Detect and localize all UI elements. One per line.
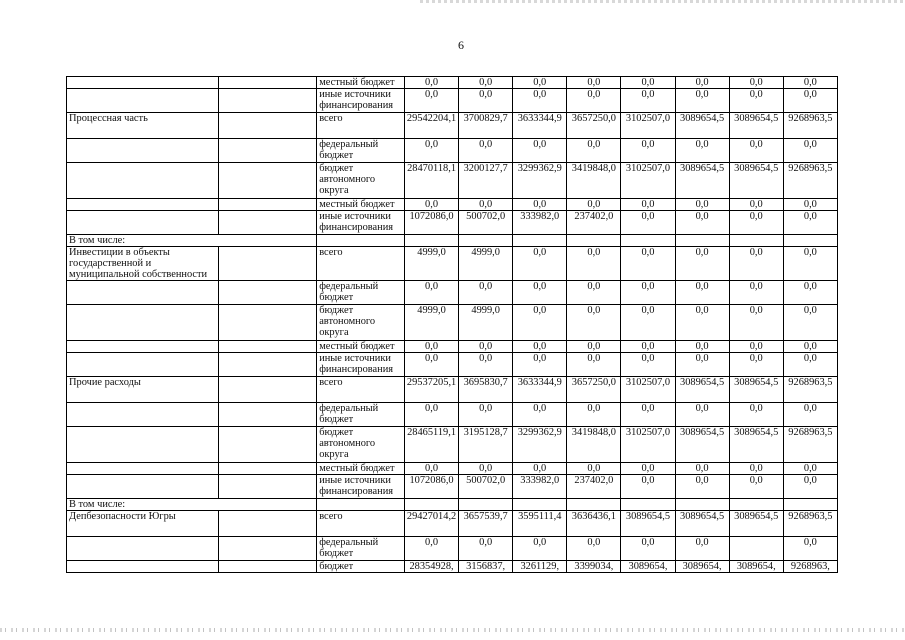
value-cell: 0,0 <box>567 341 621 353</box>
value-cell: 333982,0 <box>513 211 567 235</box>
empty-cell <box>219 235 317 247</box>
value-cell: 0,0 <box>783 353 837 377</box>
value-cell: 3419848,0 <box>567 163 621 199</box>
value-cell: 3089654,5 <box>675 427 729 463</box>
value-cell: 3633344,9 <box>513 113 567 139</box>
value-cell: 3102507,0 <box>621 163 675 199</box>
value-cell: 0,0 <box>459 537 513 561</box>
value-cell: 0,0 <box>783 77 837 89</box>
table-row <box>67 305 838 341</box>
value-cell: 0,0 <box>675 139 729 163</box>
value-cell: 9268963,5 <box>783 511 837 537</box>
row-name-cell <box>67 139 219 163</box>
value-cell: 237402,0 <box>567 211 621 235</box>
table-row <box>67 77 838 89</box>
value-cell: 0,0 <box>729 463 783 475</box>
value-cell: 0,0 <box>729 247 783 281</box>
value-cell: 3695830,7 <box>459 377 513 403</box>
value-cell: 0,0 <box>567 89 621 113</box>
value-cell: 0,0 <box>459 403 513 427</box>
table-row <box>67 377 838 403</box>
value-cell: 0,0 <box>513 463 567 475</box>
value-cell: 4999,0 <box>459 247 513 281</box>
empty-cell <box>219 377 317 403</box>
value-cell: 0,0 <box>405 403 459 427</box>
value-cell: 0,0 <box>567 305 621 341</box>
value-cell: 3089654, <box>621 561 675 573</box>
value-cell: 0,0 <box>459 353 513 377</box>
table-body <box>67 77 838 573</box>
row-name-cell <box>67 163 219 199</box>
value-cell: 9268963,5 <box>783 163 837 199</box>
table-row <box>67 463 838 475</box>
value-cell <box>405 499 459 511</box>
table-row <box>67 211 838 235</box>
value-cell: 0,0 <box>405 463 459 475</box>
value-cell <box>783 499 837 511</box>
row-name-cell <box>67 211 219 235</box>
value-cell: 0,0 <box>621 139 675 163</box>
value-cell <box>675 235 729 247</box>
table-row <box>67 499 838 511</box>
value-cell: 4999,0 <box>459 305 513 341</box>
empty-cell <box>219 199 317 211</box>
value-cell: 0,0 <box>621 537 675 561</box>
funding-source-cell: иные источники финансирования <box>317 89 405 113</box>
value-cell: 0,0 <box>729 475 783 499</box>
empty-cell <box>219 403 317 427</box>
value-cell: 3089654,5 <box>675 377 729 403</box>
value-cell: 3089654,5 <box>729 427 783 463</box>
funding-source-cell: местный бюджет <box>317 77 405 89</box>
table-row <box>67 247 838 281</box>
funding-source-cell: бюджет автономного округа <box>317 163 405 199</box>
empty-cell <box>219 247 317 281</box>
value-cell: 333982,0 <box>513 475 567 499</box>
value-cell: 0,0 <box>783 403 837 427</box>
funding-source-cell: местный бюджет <box>317 199 405 211</box>
value-cell: 0,0 <box>567 77 621 89</box>
value-cell: 0,0 <box>567 537 621 561</box>
funding-source-cell: федеральный бюджет <box>317 139 405 163</box>
value-cell: 0,0 <box>783 305 837 341</box>
value-cell: 0,0 <box>567 353 621 377</box>
row-name-cell: В том числе: <box>67 499 219 511</box>
value-cell: 29427014,2 <box>405 511 459 537</box>
table-row <box>67 475 838 499</box>
empty-cell <box>219 427 317 463</box>
value-cell: 0,0 <box>621 77 675 89</box>
value-cell: 9268963, <box>783 561 837 573</box>
funding-source-cell <box>317 235 405 247</box>
value-cell <box>405 235 459 247</box>
page-number: 6 <box>458 38 464 52</box>
row-name-cell <box>67 341 219 353</box>
table-row <box>67 427 838 463</box>
empty-cell <box>219 305 317 341</box>
row-name-cell: Процессная часть <box>67 113 219 139</box>
value-cell <box>513 499 567 511</box>
value-cell: 0,0 <box>783 89 837 113</box>
value-cell: 0,0 <box>783 139 837 163</box>
empty-cell <box>219 463 317 475</box>
value-cell: 0,0 <box>513 247 567 281</box>
value-cell: 3595111,4 <box>513 511 567 537</box>
value-cell: 0,0 <box>621 247 675 281</box>
value-cell: 0,0 <box>513 403 567 427</box>
value-cell: 0,0 <box>783 475 837 499</box>
value-cell: 9268963,5 <box>783 113 837 139</box>
value-cell: 0,0 <box>729 353 783 377</box>
value-cell: 3089654,5 <box>729 163 783 199</box>
value-cell: 0,0 <box>729 89 783 113</box>
value-cell: 3200127,7 <box>459 163 513 199</box>
funding-source-cell: иные источники финансирования <box>317 211 405 235</box>
value-cell: 0,0 <box>621 281 675 305</box>
value-cell: 0,0 <box>621 89 675 113</box>
value-cell: 3195128,7 <box>459 427 513 463</box>
row-name-cell <box>67 475 219 499</box>
funding-source-cell: всего <box>317 511 405 537</box>
value-cell: 29542204,1 <box>405 113 459 139</box>
row-name-cell <box>67 281 219 305</box>
value-cell <box>675 499 729 511</box>
value-cell: 500702,0 <box>459 475 513 499</box>
value-cell <box>513 235 567 247</box>
value-cell <box>729 537 783 561</box>
funding-source-cell: бюджет <box>317 561 405 573</box>
value-cell: 0,0 <box>459 139 513 163</box>
value-cell: 3089654,5 <box>729 511 783 537</box>
value-cell: 0,0 <box>783 281 837 305</box>
empty-cell <box>219 89 317 113</box>
value-cell: 0,0 <box>621 305 675 341</box>
value-cell: 0,0 <box>621 353 675 377</box>
value-cell: 0,0 <box>675 199 729 211</box>
value-cell: 3261129, <box>513 561 567 573</box>
row-name-cell: Депбезопасности Югры <box>67 511 219 537</box>
value-cell: 0,0 <box>675 403 729 427</box>
funding-source-cell: всего <box>317 377 405 403</box>
value-cell: 0,0 <box>729 403 783 427</box>
value-cell: 0,0 <box>675 341 729 353</box>
value-cell: 3102507,0 <box>621 377 675 403</box>
value-cell: 0,0 <box>675 475 729 499</box>
value-cell: 9268963,5 <box>783 377 837 403</box>
row-name-cell: В том числе: <box>67 235 219 247</box>
value-cell: 0,0 <box>405 537 459 561</box>
row-name-cell <box>67 463 219 475</box>
value-cell <box>729 235 783 247</box>
value-cell <box>621 235 675 247</box>
value-cell: 3089654,5 <box>729 377 783 403</box>
value-cell: 3299362,9 <box>513 427 567 463</box>
value-cell: 0,0 <box>513 139 567 163</box>
value-cell: 0,0 <box>675 281 729 305</box>
row-name-cell <box>67 537 219 561</box>
value-cell: 0,0 <box>729 211 783 235</box>
funding-source-cell <box>317 499 405 511</box>
scan-artifact-top <box>420 0 905 3</box>
empty-cell <box>219 511 317 537</box>
value-cell: 3399034, <box>567 561 621 573</box>
row-name-cell <box>67 89 219 113</box>
budget-table <box>66 76 838 573</box>
table-row <box>67 561 838 573</box>
value-cell: 0,0 <box>459 463 513 475</box>
value-cell: 0,0 <box>459 281 513 305</box>
value-cell: 0,0 <box>783 247 837 281</box>
table-row <box>67 235 838 247</box>
table-row <box>67 403 838 427</box>
value-cell: 3636436,1 <box>567 511 621 537</box>
value-cell: 0,0 <box>783 341 837 353</box>
value-cell: 28465119,1 <box>405 427 459 463</box>
value-cell: 0,0 <box>675 89 729 113</box>
value-cell: 3102507,0 <box>621 113 675 139</box>
row-name-cell <box>67 77 219 89</box>
value-cell: 3657250,0 <box>567 377 621 403</box>
row-name-cell <box>67 403 219 427</box>
funding-source-cell: всего <box>317 247 405 281</box>
funding-source-cell: местный бюджет <box>317 341 405 353</box>
scan-artifact-bottom <box>0 628 905 632</box>
table-row <box>67 511 838 537</box>
value-cell: 0,0 <box>675 463 729 475</box>
empty-cell <box>219 341 317 353</box>
funding-source-cell: федеральный бюджет <box>317 537 405 561</box>
value-cell: 3089654, <box>729 561 783 573</box>
value-cell <box>783 235 837 247</box>
table-row <box>67 163 838 199</box>
funding-source-cell: местный бюджет <box>317 463 405 475</box>
value-cell: 0,0 <box>459 77 513 89</box>
value-cell: 3299362,9 <box>513 163 567 199</box>
value-cell: 0,0 <box>513 199 567 211</box>
value-cell: 0,0 <box>513 281 567 305</box>
value-cell: 500702,0 <box>459 211 513 235</box>
row-name-cell <box>67 427 219 463</box>
value-cell: 0,0 <box>621 199 675 211</box>
value-cell: 0,0 <box>783 211 837 235</box>
empty-cell <box>219 353 317 377</box>
value-cell: 4999,0 <box>405 247 459 281</box>
value-cell: 0,0 <box>513 89 567 113</box>
value-cell: 0,0 <box>513 305 567 341</box>
value-cell: 3089654,5 <box>675 511 729 537</box>
value-cell: 29537205,1 <box>405 377 459 403</box>
value-cell: 0,0 <box>405 353 459 377</box>
value-cell: 9268963,5 <box>783 427 837 463</box>
value-cell: 3633344,9 <box>513 377 567 403</box>
value-cell: 0,0 <box>621 341 675 353</box>
value-cell: 0,0 <box>567 281 621 305</box>
value-cell: 0,0 <box>675 537 729 561</box>
value-cell: 0,0 <box>783 537 837 561</box>
table-row <box>67 537 838 561</box>
value-cell <box>459 235 513 247</box>
table-row <box>67 139 838 163</box>
value-cell: 0,0 <box>513 353 567 377</box>
value-cell: 0,0 <box>621 403 675 427</box>
value-cell: 0,0 <box>729 77 783 89</box>
value-cell <box>459 499 513 511</box>
value-cell: 0,0 <box>567 463 621 475</box>
value-cell: 0,0 <box>621 211 675 235</box>
value-cell: 0,0 <box>405 341 459 353</box>
empty-cell <box>219 139 317 163</box>
value-cell: 0,0 <box>405 89 459 113</box>
value-cell: 4999,0 <box>405 305 459 341</box>
value-cell: 0,0 <box>405 281 459 305</box>
funding-source-cell: всего <box>317 113 405 139</box>
value-cell: 0,0 <box>567 403 621 427</box>
value-cell: 0,0 <box>675 77 729 89</box>
value-cell: 0,0 <box>567 199 621 211</box>
value-cell: 28470118,1 <box>405 163 459 199</box>
value-cell: 0,0 <box>459 89 513 113</box>
value-cell: 3089654,5 <box>729 113 783 139</box>
empty-cell <box>219 561 317 573</box>
funding-source-cell: федеральный бюджет <box>317 281 405 305</box>
empty-cell <box>219 163 317 199</box>
value-cell: 0,0 <box>675 305 729 341</box>
empty-cell <box>219 113 317 139</box>
value-cell: 0,0 <box>621 463 675 475</box>
row-name-cell <box>67 353 219 377</box>
value-cell: 0,0 <box>783 463 837 475</box>
value-cell: 3102507,0 <box>621 427 675 463</box>
value-cell: 3089654,5 <box>621 511 675 537</box>
value-cell: 1072086,0 <box>405 211 459 235</box>
value-cell: 0,0 <box>513 537 567 561</box>
value-cell: 3089654,5 <box>675 163 729 199</box>
value-cell: 3419848,0 <box>567 427 621 463</box>
value-cell: 0,0 <box>783 199 837 211</box>
funding-source-cell: бюджет автономного округа <box>317 305 405 341</box>
value-cell: 0,0 <box>567 247 621 281</box>
value-cell <box>567 499 621 511</box>
value-cell: 1072086,0 <box>405 475 459 499</box>
empty-cell <box>219 281 317 305</box>
row-name-cell: Прочие расходы <box>67 377 219 403</box>
value-cell: 0,0 <box>513 77 567 89</box>
value-cell: 0,0 <box>405 199 459 211</box>
value-cell: 0,0 <box>729 199 783 211</box>
value-cell <box>621 499 675 511</box>
table-row <box>67 341 838 353</box>
value-cell: 0,0 <box>621 475 675 499</box>
value-cell: 0,0 <box>675 247 729 281</box>
value-cell: 0,0 <box>567 139 621 163</box>
value-cell: 0,0 <box>675 211 729 235</box>
value-cell: 0,0 <box>513 341 567 353</box>
value-cell: 0,0 <box>459 341 513 353</box>
value-cell <box>729 499 783 511</box>
table-row <box>67 353 838 377</box>
value-cell: 0,0 <box>405 139 459 163</box>
funding-source-cell: федеральный бюджет <box>317 403 405 427</box>
empty-cell <box>219 77 317 89</box>
empty-cell <box>219 475 317 499</box>
table-row <box>67 89 838 113</box>
value-cell: 3089654,5 <box>675 113 729 139</box>
value-cell: 237402,0 <box>567 475 621 499</box>
funding-source-cell: иные источники финансирования <box>317 475 405 499</box>
table-row <box>67 113 838 139</box>
value-cell: 0,0 <box>729 281 783 305</box>
value-cell: 0,0 <box>405 77 459 89</box>
row-name-cell <box>67 561 219 573</box>
value-cell: 0,0 <box>729 341 783 353</box>
value-cell: 3657539,7 <box>459 511 513 537</box>
table-row <box>67 199 838 211</box>
value-cell: 0,0 <box>459 199 513 211</box>
row-name-cell <box>67 199 219 211</box>
empty-cell <box>219 211 317 235</box>
value-cell: 0,0 <box>729 139 783 163</box>
value-cell: 3657250,0 <box>567 113 621 139</box>
table-row <box>67 281 838 305</box>
value-cell: 28354928, <box>405 561 459 573</box>
funding-source-cell: бюджет автономного округа <box>317 427 405 463</box>
row-name-cell <box>67 305 219 341</box>
value-cell <box>567 235 621 247</box>
value-cell: 0,0 <box>729 305 783 341</box>
empty-cell <box>219 499 317 511</box>
value-cell: 0,0 <box>675 353 729 377</box>
row-name-cell: Инвестиции в объекты государственной и муниципальной собственности <box>67 247 219 281</box>
value-cell: 3700829,7 <box>459 113 513 139</box>
funding-source-cell: иные источники финансирования <box>317 353 405 377</box>
value-cell: 3089654, <box>675 561 729 573</box>
empty-cell <box>219 537 317 561</box>
value-cell: 3156837, <box>459 561 513 573</box>
